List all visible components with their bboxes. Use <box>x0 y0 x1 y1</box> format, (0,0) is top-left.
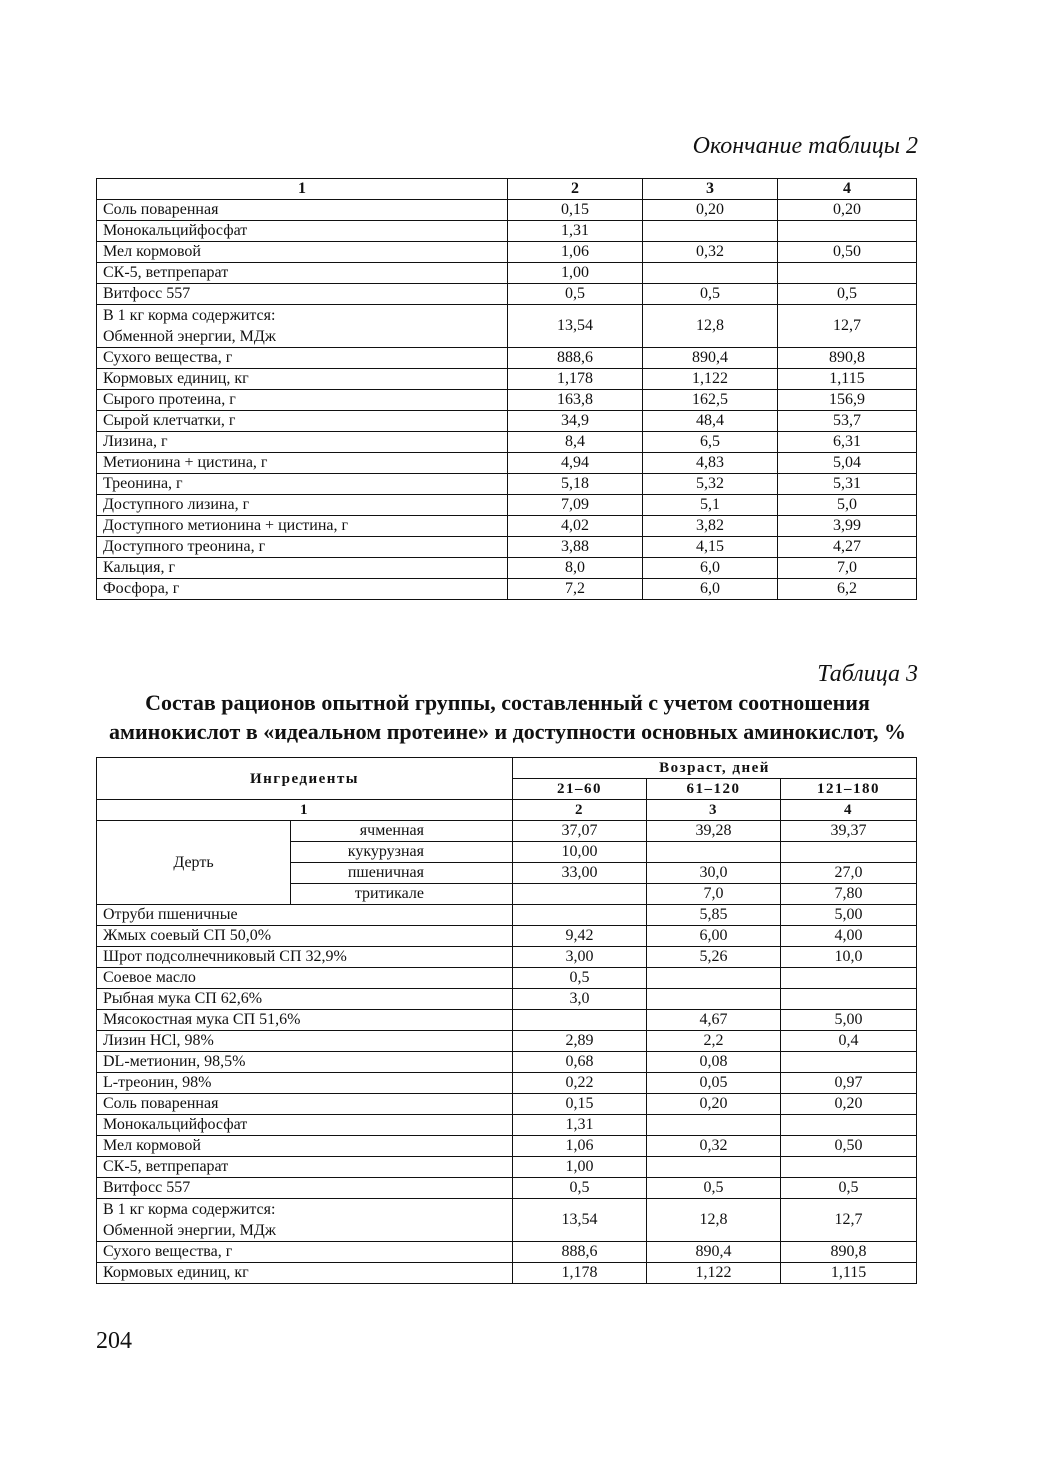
value-cell: 7,0 <box>647 884 781 905</box>
age-header: Возраст, дней <box>513 758 917 779</box>
table-row <box>97 1010 917 1031</box>
value-cell: 5,1 <box>643 495 778 516</box>
table-row <box>97 1242 917 1263</box>
index-col-4: 4 <box>781 800 917 821</box>
value-cell: 0,32 <box>647 1136 781 1157</box>
table-row <box>97 1199 917 1242</box>
row-label <box>97 305 508 348</box>
value-cell: 0,15 <box>513 1094 647 1115</box>
value-cell: 5,04 <box>778 453 917 474</box>
row-label: Кормовых единиц, кг <box>97 1263 513 1284</box>
table-row <box>97 968 917 989</box>
value-cell: 7,0 <box>778 558 917 579</box>
table-row <box>97 432 917 453</box>
value-cell: 10,00 <box>513 842 647 863</box>
table-row <box>97 1263 917 1284</box>
value-cell: 0,22 <box>513 1073 647 1094</box>
table-row <box>97 1031 917 1052</box>
value-cell: 0,32 <box>643 242 778 263</box>
value-cell: 2,89 <box>513 1031 647 1052</box>
value-cell: 156,9 <box>778 390 917 411</box>
table-row <box>97 1157 917 1178</box>
table-row <box>97 263 917 284</box>
table-row <box>97 305 917 348</box>
value-cell: 6,31 <box>778 432 917 453</box>
header-cell: 3 <box>643 179 778 200</box>
row-label: Лизина, г <box>97 432 508 453</box>
value-cell: 0,05 <box>647 1073 781 1094</box>
value-cell: 34,9 <box>508 411 643 432</box>
row-label: СК-5, ветпрепарат <box>97 263 508 284</box>
row-label: Треонина, г <box>97 474 508 495</box>
table-row <box>97 411 917 432</box>
value-cell <box>513 884 647 905</box>
row-label: Сырого протеина, г <box>97 390 508 411</box>
value-cell: 4,83 <box>643 453 778 474</box>
value-cell: 48,4 <box>643 411 778 432</box>
value-cell: 1,00 <box>508 263 643 284</box>
table-row <box>97 1115 917 1136</box>
value-cell: 0,15 <box>508 200 643 221</box>
value-cell: 5,26 <box>647 947 781 968</box>
value-cell: 3,82 <box>643 516 778 537</box>
value-cell <box>778 221 917 242</box>
dert-label: Дерть <box>97 821 291 905</box>
row-label: СК-5, ветпрепарат <box>97 1157 513 1178</box>
value-cell: 0,5 <box>508 284 643 305</box>
row-label: Лизин HCl, 98% <box>97 1031 513 1052</box>
value-cell: 53,7 <box>778 411 917 432</box>
value-cell: 0,5 <box>643 284 778 305</box>
value-cell: 5,18 <box>508 474 643 495</box>
table-row <box>97 905 917 926</box>
row-label-line-2: Обменной энергии, МДж <box>103 328 276 345</box>
value-cell: 6,5 <box>643 432 778 453</box>
table-row <box>97 495 917 516</box>
table-row <box>97 947 917 968</box>
dert-sub-label: ячменная <box>291 821 513 842</box>
index-col-2: 2 <box>513 800 647 821</box>
value-cell: 0,97 <box>781 1073 917 1094</box>
dert-sub-label: тритикале <box>291 884 513 905</box>
value-cell: 1,115 <box>781 1263 917 1284</box>
row-label: Сырой клетчатки, г <box>97 411 508 432</box>
row-label: Метионина + цистина, г <box>97 453 508 474</box>
value-cell <box>781 1157 917 1178</box>
value-cell: 7,80 <box>781 884 917 905</box>
value-cell <box>781 1052 917 1073</box>
header-cell: 1 <box>97 179 508 200</box>
value-cell: 13,54 <box>513 1199 647 1242</box>
value-cell <box>647 1115 781 1136</box>
value-cell: 890,8 <box>781 1242 917 1263</box>
value-cell: 1,178 <box>508 369 643 390</box>
value-cell: 7,2 <box>508 579 643 600</box>
age-col-3: 121–180 <box>781 779 917 800</box>
value-cell: 5,0 <box>778 495 917 516</box>
row-label: Мясокостная мука СП 51,6% <box>97 1010 513 1031</box>
value-cell: 1,115 <box>778 369 917 390</box>
value-cell: 0,5 <box>513 1178 647 1199</box>
row-label-line-2: Обменной энергии, МДж <box>103 1222 276 1239</box>
value-cell: 0,5 <box>778 284 917 305</box>
value-cell: 5,85 <box>647 905 781 926</box>
value-cell <box>513 905 647 926</box>
value-cell: 33,00 <box>513 863 647 884</box>
value-cell: 0,50 <box>778 242 917 263</box>
value-cell: 0,5 <box>513 968 647 989</box>
row-label: L-треонин, 98% <box>97 1073 513 1094</box>
value-cell: 6,0 <box>643 558 778 579</box>
row-label: Фосфора, г <box>97 579 508 600</box>
value-cell <box>647 989 781 1010</box>
ingredients-header: Ингредиенты <box>97 758 513 800</box>
value-cell: 8,0 <box>508 558 643 579</box>
value-cell: 0,08 <box>647 1052 781 1073</box>
value-cell: 12,8 <box>643 305 778 348</box>
row-label: Соль поваренная <box>97 200 508 221</box>
row-label: Отруби пшеничные <box>97 905 513 926</box>
value-cell: 0,20 <box>778 200 917 221</box>
value-cell <box>781 968 917 989</box>
value-cell <box>781 1115 917 1136</box>
value-cell <box>647 1157 781 1178</box>
row-label: Жмых соевый СП 50,0% <box>97 926 513 947</box>
row-label: Шрот подсолнечниковый СП 32,9% <box>97 947 513 968</box>
value-cell: 1,122 <box>643 369 778 390</box>
row-label: Сухого вещества, г <box>97 1242 513 1263</box>
continuation-caption: Окончание таблицы 2 <box>692 133 918 159</box>
value-cell: 0,20 <box>647 1094 781 1115</box>
value-cell: 0,20 <box>781 1094 917 1115</box>
table-2-continuation <box>96 178 917 600</box>
table-row <box>97 369 917 390</box>
value-cell: 0,5 <box>781 1178 917 1199</box>
row-label-line-1: В 1 кг корма содержится: <box>103 307 276 324</box>
row-label: Монокальцийфосфат <box>97 1115 513 1136</box>
row-label: Доступного треонина, г <box>97 537 508 558</box>
value-cell: 1,06 <box>513 1136 647 1157</box>
table-row <box>97 1136 917 1157</box>
value-cell: 27,0 <box>781 863 917 884</box>
value-cell: 0,50 <box>781 1136 917 1157</box>
table-row <box>97 558 917 579</box>
row-label: Доступного лизина, г <box>97 495 508 516</box>
value-cell: 4,02 <box>508 516 643 537</box>
value-cell: 162,5 <box>643 390 778 411</box>
value-cell: 12,7 <box>781 1199 917 1242</box>
value-cell: 4,67 <box>647 1010 781 1031</box>
value-cell: 890,4 <box>643 348 778 369</box>
value-cell: 888,6 <box>508 348 643 369</box>
value-cell: 1,06 <box>508 242 643 263</box>
value-cell: 0,68 <box>513 1052 647 1073</box>
value-cell: 8,4 <box>508 432 643 453</box>
row-label: Витфосс 557 <box>97 1178 513 1199</box>
value-cell: 3,99 <box>778 516 917 537</box>
table-row <box>97 579 917 600</box>
value-cell: 4,94 <box>508 453 643 474</box>
value-cell: 13,54 <box>508 305 643 348</box>
value-cell: 1,31 <box>508 221 643 242</box>
row-label: Рыбная мука СП 62,6% <box>97 989 513 1010</box>
table-row <box>97 221 917 242</box>
table-row <box>97 1073 917 1094</box>
row-label: Доступного метионина + цистина, г <box>97 516 508 537</box>
value-cell: 12,8 <box>647 1199 781 1242</box>
value-cell <box>643 263 778 284</box>
value-cell <box>647 842 781 863</box>
value-cell: 1,178 <box>513 1263 647 1284</box>
age-col-1: 21–60 <box>513 779 647 800</box>
row-label: Монокальцийфосфат <box>97 221 508 242</box>
index-col-3: 3 <box>647 800 781 821</box>
value-cell: 1,00 <box>513 1157 647 1178</box>
value-cell: 7,09 <box>508 495 643 516</box>
value-cell <box>781 842 917 863</box>
table-3-title-line-1: Состав рационов опытной группы, составленный с учетом соотношения <box>145 690 870 715</box>
table-row <box>97 1094 917 1115</box>
table-row <box>97 537 917 558</box>
row-label: Сухого вещества, г <box>97 348 508 369</box>
value-cell <box>778 263 917 284</box>
value-cell: 39,28 <box>647 821 781 842</box>
value-cell: 888,6 <box>513 1242 647 1263</box>
value-cell: 1,122 <box>647 1263 781 1284</box>
table-row <box>97 1052 917 1073</box>
value-cell: 2,2 <box>647 1031 781 1052</box>
value-cell: 163,8 <box>508 390 643 411</box>
value-cell: 37,07 <box>513 821 647 842</box>
dert-sub-label: кукурузная <box>291 842 513 863</box>
value-cell <box>781 989 917 1010</box>
row-label <box>97 1199 513 1242</box>
page-number: 204 <box>96 1328 132 1354</box>
value-cell <box>643 221 778 242</box>
row-label: Витфосс 557 <box>97 284 508 305</box>
table-row <box>97 821 917 842</box>
row-label-line-1: В 1 кг корма содержится: <box>103 1201 276 1218</box>
table-row <box>97 474 917 495</box>
value-cell: 5,00 <box>781 1010 917 1031</box>
value-cell: 3,88 <box>508 537 643 558</box>
table-header-row <box>97 179 917 200</box>
table-row <box>97 390 917 411</box>
value-cell: 0,20 <box>643 200 778 221</box>
table-row <box>97 284 917 305</box>
value-cell: 1,31 <box>513 1115 647 1136</box>
value-cell: 12,7 <box>778 305 917 348</box>
value-cell <box>647 968 781 989</box>
table-row <box>97 926 917 947</box>
value-cell: 5,31 <box>778 474 917 495</box>
table-3-caption: Таблица 3 <box>817 661 918 687</box>
value-cell: 6,2 <box>778 579 917 600</box>
row-label: Мел кормовой <box>97 1136 513 1157</box>
value-cell: 39,37 <box>781 821 917 842</box>
value-cell: 5,00 <box>781 905 917 926</box>
table-row <box>97 989 917 1010</box>
table-3 <box>96 757 917 1284</box>
value-cell: 0,4 <box>781 1031 917 1052</box>
header-cell: 4 <box>778 179 917 200</box>
row-label: DL-метионин, 98,5% <box>97 1052 513 1073</box>
value-cell: 4,15 <box>643 537 778 558</box>
header-cell: 2 <box>508 179 643 200</box>
table-row <box>97 516 917 537</box>
value-cell: 890,4 <box>647 1242 781 1263</box>
table-3-title-line-2: аминокислот в «идеальном протеине» и доступности основных аминокислот, % <box>109 719 906 744</box>
value-cell: 4,00 <box>781 926 917 947</box>
row-label: Мел кормовой <box>97 242 508 263</box>
table-3-title <box>95 688 920 746</box>
value-cell: 6,00 <box>647 926 781 947</box>
value-cell: 30,0 <box>647 863 781 884</box>
value-cell: 9,42 <box>513 926 647 947</box>
age-col-2: 61–120 <box>647 779 781 800</box>
row-label: Соевое масло <box>97 968 513 989</box>
value-cell: 4,27 <box>778 537 917 558</box>
table-row <box>97 242 917 263</box>
table-row <box>97 1178 917 1199</box>
dert-sub-label: пшеничная <box>291 863 513 884</box>
index-col-1: 1 <box>97 800 513 821</box>
table-row <box>97 453 917 474</box>
table-row <box>97 348 917 369</box>
value-cell: 3,0 <box>513 989 647 1010</box>
value-cell: 890,8 <box>778 348 917 369</box>
row-label: Кальция, г <box>97 558 508 579</box>
value-cell <box>513 1010 647 1031</box>
value-cell: 10,0 <box>781 947 917 968</box>
value-cell: 6,0 <box>643 579 778 600</box>
value-cell: 0,5 <box>647 1178 781 1199</box>
row-label: Кормовых единиц, кг <box>97 369 508 390</box>
value-cell: 3,00 <box>513 947 647 968</box>
table-row <box>97 200 917 221</box>
row-label: Соль поваренная <box>97 1094 513 1115</box>
value-cell: 5,32 <box>643 474 778 495</box>
